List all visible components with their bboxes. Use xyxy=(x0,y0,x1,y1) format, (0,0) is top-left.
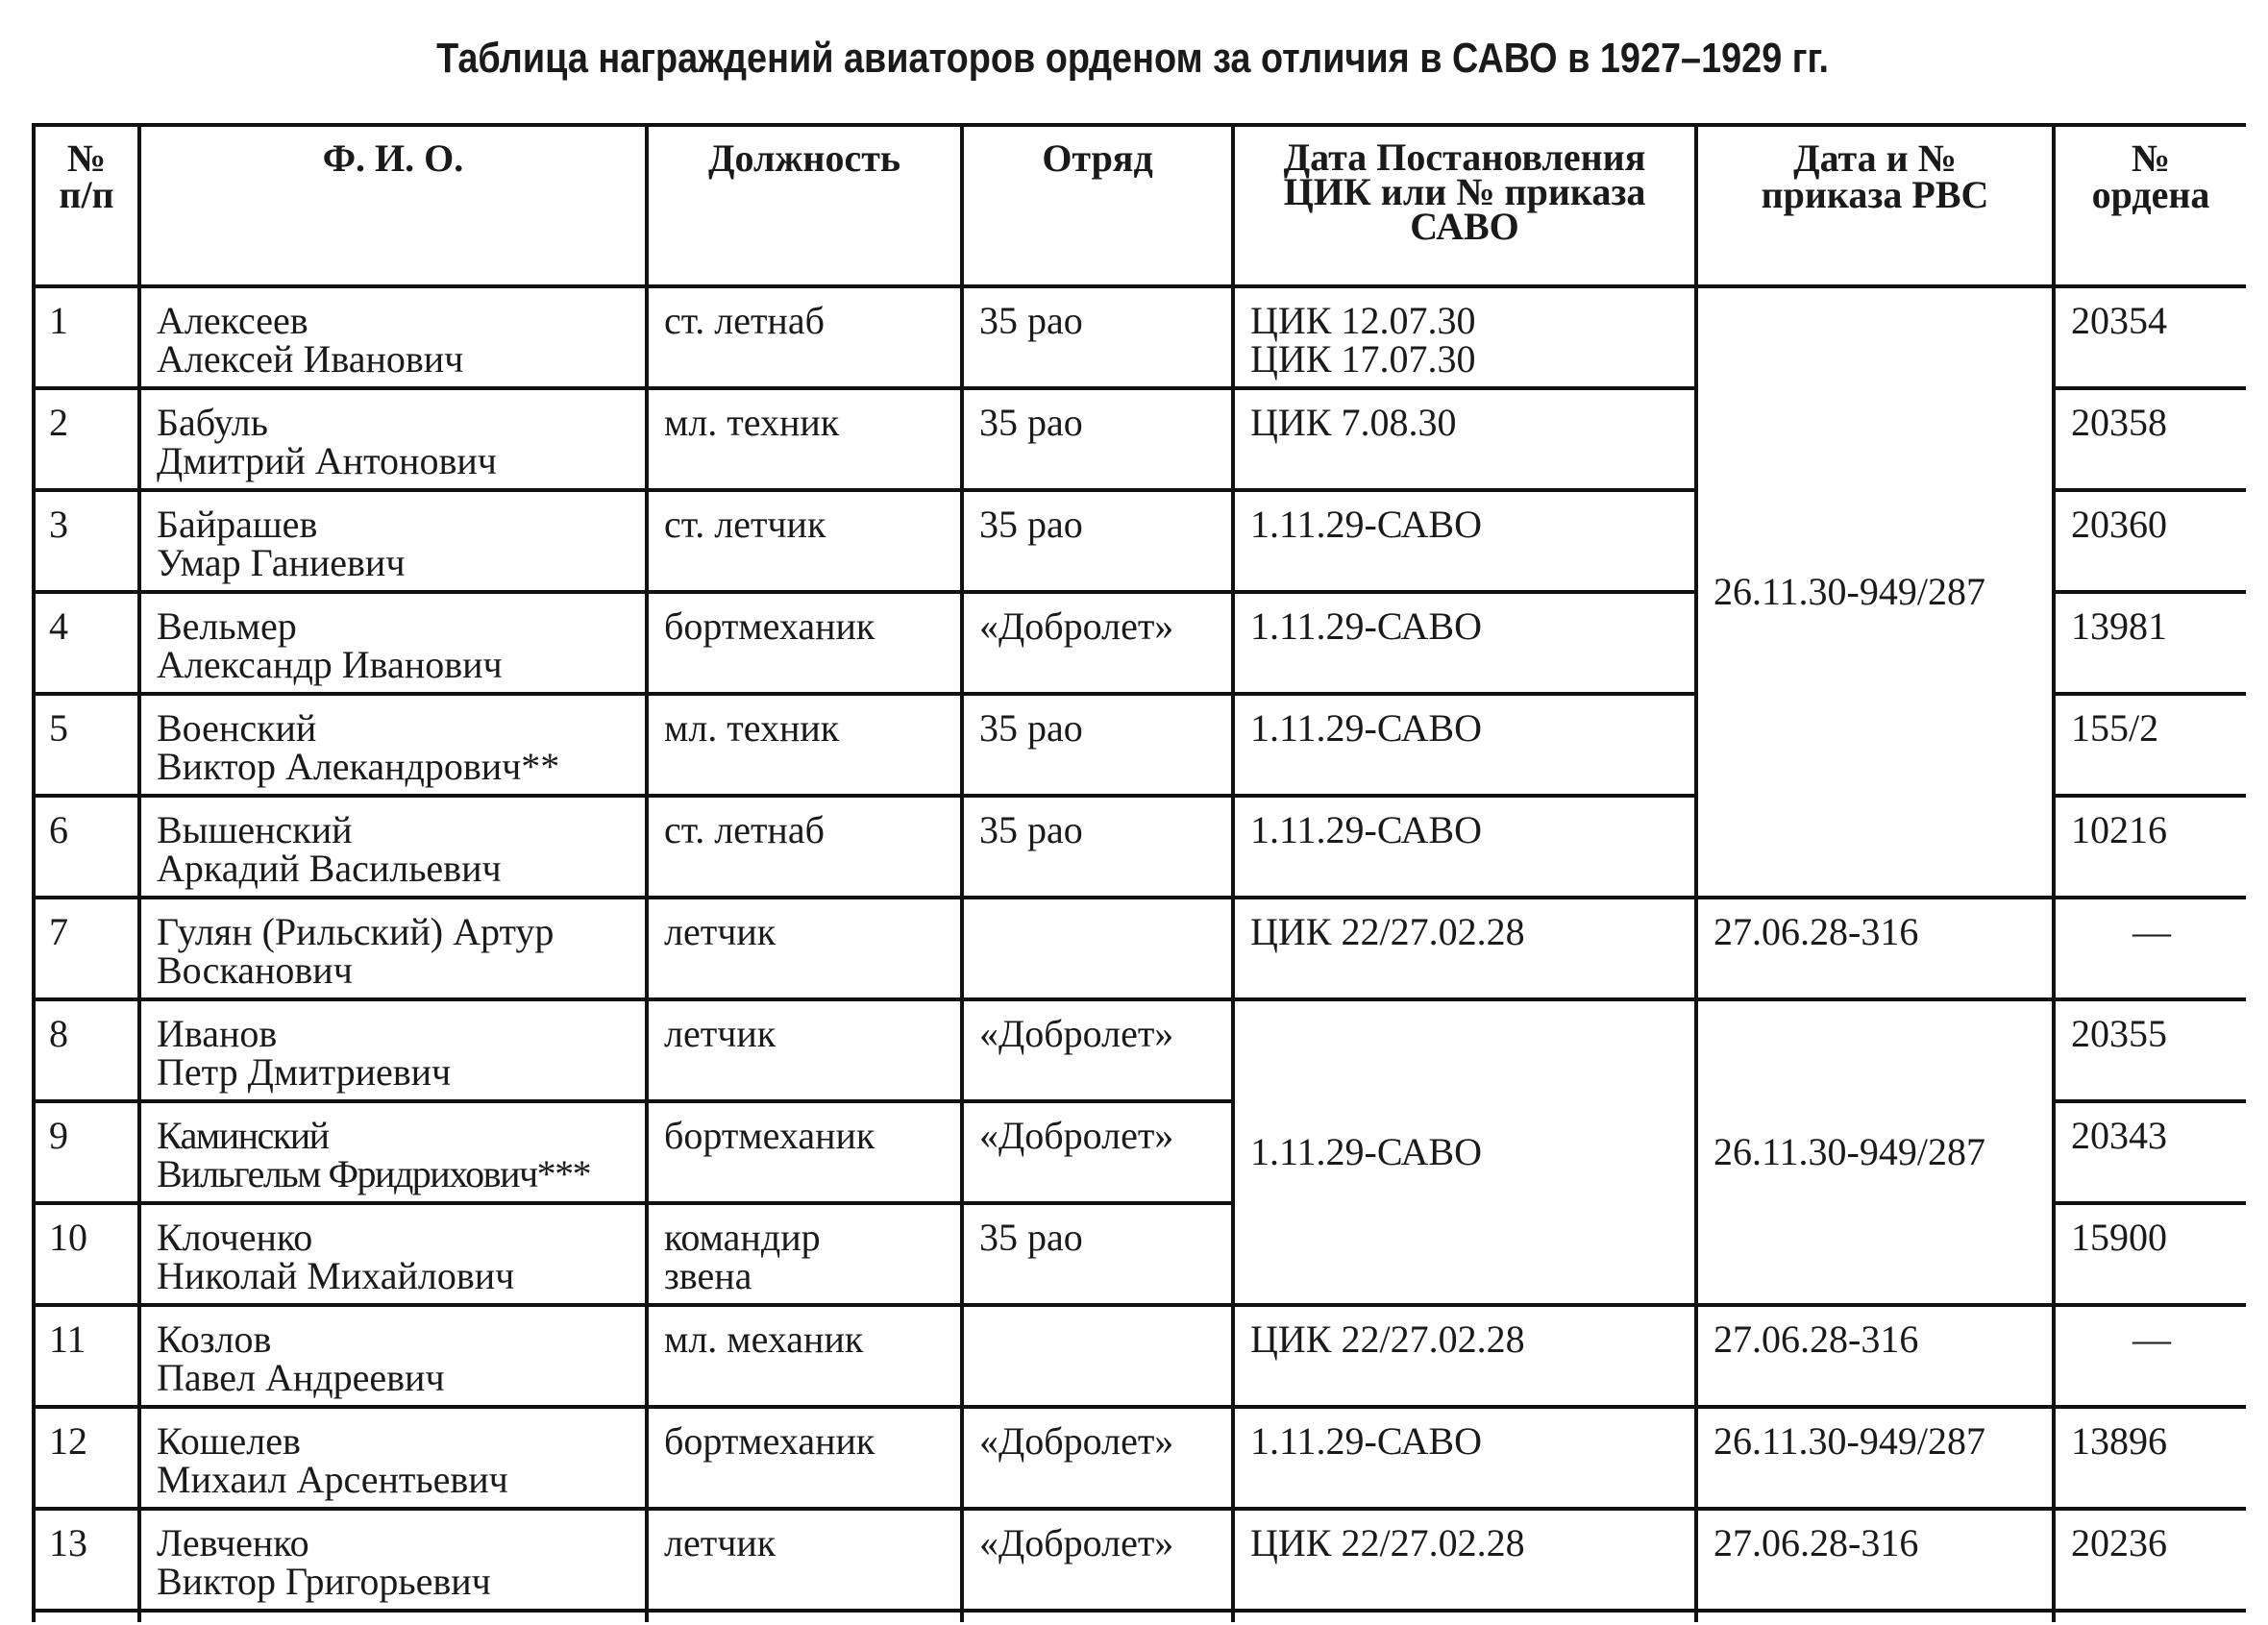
cell-position xyxy=(647,1611,962,1622)
cell-order: 20360 xyxy=(2054,490,2246,592)
cell-position: ст. летнаб xyxy=(647,796,962,898)
cell-rvs: 26.11.30-949/287 xyxy=(1696,1407,2054,1509)
cell-unit: 35 рао xyxy=(962,694,1233,796)
cell-unit: 35 рао xyxy=(962,490,1233,592)
table-row xyxy=(34,1305,2246,1407)
cell-fio: Левченко Виктор Григорьевич xyxy=(139,1509,647,1611)
cell-rvs: 27.06.28-316 xyxy=(1696,1509,2054,1611)
cell-unit xyxy=(962,1305,1233,1407)
cell-fio: Вышенский Аркадий Васильевич xyxy=(139,796,647,898)
header-cik: Дата Постановления ЦИК или № приказа САВО xyxy=(1233,125,1696,286)
cell-order: 20343 xyxy=(2054,1101,2246,1203)
cell-position: бортмеханик xyxy=(647,1101,962,1203)
cell-order: 20358 xyxy=(2054,388,2246,490)
cell-order: 13981 xyxy=(2054,592,2246,694)
cell-unit: 35 рао xyxy=(962,1203,1233,1305)
header-unit: Отряд xyxy=(962,125,1233,286)
cell-order: 20236 xyxy=(2054,1509,2246,1611)
cell-num: 4 xyxy=(34,592,139,694)
cell-unit xyxy=(962,898,1233,999)
cell-cik: ЦИК 7.08.30 xyxy=(1233,388,1696,490)
cell-position: командир звена xyxy=(647,1203,962,1305)
cell-order: — xyxy=(2054,898,2246,999)
cell-cik: ЦИК 22/27.02.28 xyxy=(1233,1509,1696,1611)
cell-order: 20354 xyxy=(2054,286,2246,388)
header-fio: Ф. И. О. xyxy=(139,125,647,286)
cell-position: мл. механик xyxy=(647,1305,962,1407)
cell-fio: Козлов Павел Андреевич xyxy=(139,1305,647,1407)
table-row xyxy=(34,999,2246,1101)
cell-order: — xyxy=(2054,1305,2246,1407)
header-num: № п/п xyxy=(34,125,139,286)
cell-num: 1 xyxy=(34,286,139,388)
cell-fio xyxy=(139,1611,647,1622)
table-header-row xyxy=(34,125,2246,286)
header-order: № ордена xyxy=(2054,125,2246,286)
cell-fio: Байрашев Умар Ганиевич xyxy=(139,490,647,592)
cell-num: 9 xyxy=(34,1101,139,1203)
cell-position: бортмеханик xyxy=(647,1407,962,1509)
table-row-partial xyxy=(34,1611,2246,1622)
cell-unit: 35 рао xyxy=(962,286,1233,388)
cell-unit: «Добролет» xyxy=(962,1407,1233,1509)
cell-unit: «Добролет» xyxy=(962,592,1233,694)
cell-cik: ЦИК 22/27.02.28 xyxy=(1233,898,1696,999)
cell-position: ст. летчик xyxy=(647,490,962,592)
cell-order: 13896 xyxy=(2054,1407,2246,1509)
awards-table xyxy=(32,123,2246,1622)
cell-fio: Гулян (Рильский) Артур Восканович xyxy=(139,898,647,999)
cell-order xyxy=(2054,1611,2246,1622)
awards-table-container xyxy=(32,123,2246,1622)
cell-cik: 1.11.29-САВО xyxy=(1233,694,1696,796)
cell-num: 7 xyxy=(34,898,139,999)
cell-unit: «Добролет» xyxy=(962,1101,1233,1203)
cell-unit: 35 рао xyxy=(962,388,1233,490)
cell-cik: 1.11.29-САВО xyxy=(1233,796,1696,898)
cell-rvs xyxy=(1696,1611,2054,1622)
cell-cik xyxy=(1233,1611,1696,1622)
header-rvs: Дата и № приказа РВС xyxy=(1696,125,2054,286)
cell-cik: 1.11.29-САВО xyxy=(1233,592,1696,694)
cell-unit: «Добролет» xyxy=(962,999,1233,1101)
cell-cik: 1.11.29-САВО xyxy=(1233,490,1696,592)
cell-num: 3 xyxy=(34,490,139,592)
cell-fio: Иванов Петр Дмитриевич xyxy=(139,999,647,1101)
cell-rvs-merged: 26.11.30-949/287 xyxy=(1696,286,2054,898)
cell-position: мл. техник xyxy=(647,388,962,490)
table-row xyxy=(34,1509,2246,1611)
cell-unit: 35 рао xyxy=(962,796,1233,898)
cell-num: 5 xyxy=(34,694,139,796)
cell-rvs-merged: 26.11.30-949/287 xyxy=(1696,999,2054,1305)
cell-order: 15900 xyxy=(2054,1203,2246,1305)
table-row xyxy=(34,1407,2246,1509)
cell-position: летчик xyxy=(647,999,962,1101)
cell-fio: Каминский Вильгельм Фридрихович*** xyxy=(139,1101,647,1203)
cell-order: 10216 xyxy=(2054,796,2246,898)
cell-cik: ЦИК 22/27.02.28 xyxy=(1233,1305,1696,1407)
cell-position: мл. техник xyxy=(647,694,962,796)
cell-num: 11 xyxy=(34,1305,139,1407)
cell-cik-merged: 1.11.29-САВО xyxy=(1233,999,1696,1305)
cell-num xyxy=(34,1611,139,1622)
header-position: Должность xyxy=(647,125,962,286)
cell-fio: Вельмер Александр Иванович xyxy=(139,592,647,694)
cell-fio: Бабуль Дмитрий Антонович xyxy=(139,388,647,490)
cell-fio: Военский Виктор Алекандрович** xyxy=(139,694,647,796)
cell-position: бортмеханик xyxy=(647,592,962,694)
table-row xyxy=(34,286,2246,388)
cell-num: 8 xyxy=(34,999,139,1101)
cell-fio: Клоченко Николай Михайлович xyxy=(139,1203,647,1305)
cell-position: ст. летнаб xyxy=(647,286,962,388)
cell-num: 13 xyxy=(34,1509,139,1611)
cell-num: 6 xyxy=(34,796,139,898)
cell-order: 20355 xyxy=(2054,999,2246,1101)
cell-fio: Кошелев Михаил Арсентьевич xyxy=(139,1407,647,1509)
cell-unit xyxy=(962,1611,1233,1622)
cell-cik: ЦИК 12.07.30 ЦИК 17.07.30 xyxy=(1233,286,1696,388)
cell-order: 155/2 xyxy=(2054,694,2246,796)
cell-rvs: 27.06.28-316 xyxy=(1696,898,2054,999)
page-title: Таблица награждений авиаторов орденом за отличия в САВО в 1927–1929 гг. xyxy=(436,35,1830,82)
cell-rvs: 27.06.28-316 xyxy=(1696,1305,2054,1407)
cell-position: летчик xyxy=(647,1509,962,1611)
cell-num: 12 xyxy=(34,1407,139,1509)
cell-cik: 1.11.29-САВО xyxy=(1233,1407,1696,1509)
cell-num: 2 xyxy=(34,388,139,490)
cell-position: летчик xyxy=(647,898,962,999)
cell-fio: Алексеев Алексей Иванович xyxy=(139,286,647,388)
table-row xyxy=(34,898,2246,999)
cell-unit: «Добролет» xyxy=(962,1509,1233,1611)
cell-num: 10 xyxy=(34,1203,139,1305)
